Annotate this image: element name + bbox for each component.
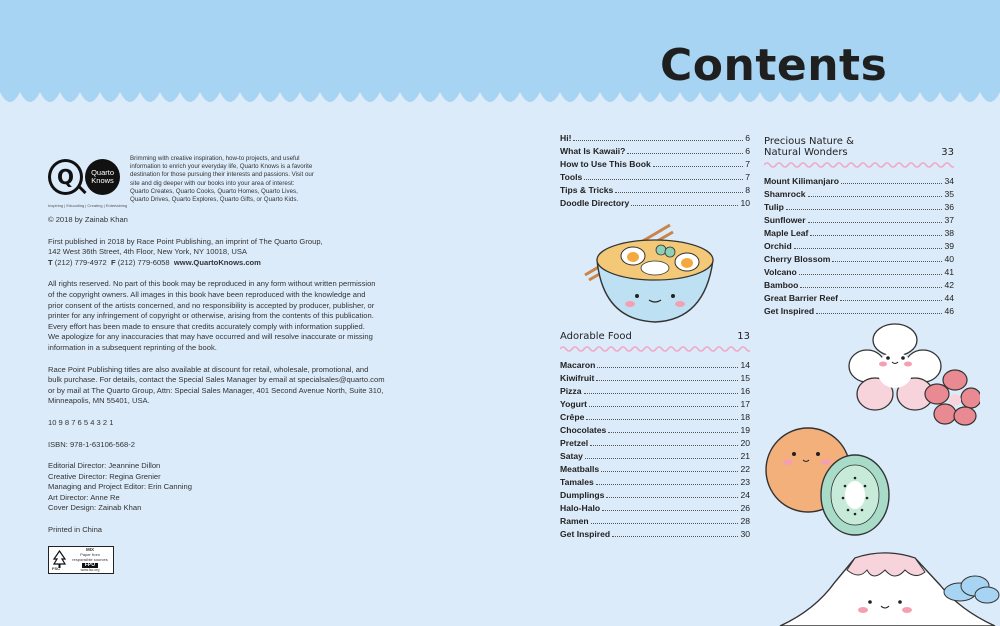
toc-entry-page: 44 <box>944 293 954 303</box>
rights-line: information in a subsequent reprinting of the book. <box>48 342 217 352</box>
toc-entry-label: Maple Leaf <box>764 228 809 238</box>
toc-entry-label: Tamales <box>560 477 594 487</box>
toc-entry[interactable] <box>560 172 750 185</box>
toc-entry-label: Great Barrier Reef <box>764 293 839 303</box>
mountain-illustration <box>775 540 1000 626</box>
toc-entry[interactable] <box>560 490 750 503</box>
fsc-tree-icon <box>52 550 67 570</box>
nature-section-header <box>764 136 954 158</box>
toc-entry-label: Meatballs <box>560 464 600 474</box>
blurb-line: Quarto Creates, Quarto Cooks, Quarto Homes, Quarto Lives, <box>130 187 298 195</box>
logo-name-line1: Quarto <box>91 168 115 177</box>
toc-entry[interactable] <box>560 133 750 146</box>
toc-entry-label: Macaron <box>560 360 596 370</box>
copyright-page <box>48 155 388 574</box>
printed-in: Printed in China <box>48 525 103 535</box>
toc-entry-page: 30 <box>740 529 750 539</box>
toc-entry[interactable] <box>560 425 750 438</box>
toc-leader-dots <box>589 406 738 407</box>
toc-leader-dots <box>841 183 942 184</box>
sales-line: Race Point Publishing titles are also available at discount for retail, wholesale, promotional, and <box>48 364 369 374</box>
wavy-divider <box>764 161 954 169</box>
page-title: Contents <box>660 40 888 91</box>
isbn: ISBN: 978-1-63106-568-2 <box>48 439 135 449</box>
toc-entry-page: 41 <box>944 267 954 277</box>
blurb-line: Quarto Drives, Quarto Explores, Quarto Gifts, or Quarto Kids. <box>130 196 299 204</box>
toc-entry-page: 22 <box>740 464 750 474</box>
toc-leader-dots <box>816 313 942 314</box>
cherry-blossom-illustration <box>845 318 980 428</box>
blurb-line: site and dig deeper with our books into your area of interest: <box>130 179 295 187</box>
toc-entry[interactable] <box>560 438 750 451</box>
toc-entry-page: 7 <box>745 159 750 169</box>
toc-entry-page: 10 <box>740 198 750 208</box>
rights-line: printer for any infringement of copyright or otherwise, arising from the contents of this publication. <box>48 311 374 321</box>
toc-entry[interactable] <box>560 373 750 386</box>
toc-leader-dots <box>597 367 738 368</box>
toc-entry-page: 17 <box>740 399 750 409</box>
publication-info <box>48 237 388 269</box>
toc-leader-dots <box>631 205 738 206</box>
rights-line: of the copyright owners. All images in this book have been reproduced with the knowledge and <box>48 289 366 299</box>
nature-toc-list <box>764 176 954 319</box>
nature-section-heading <box>764 136 854 158</box>
toc-leader-dots <box>596 380 738 381</box>
toc-entry-page: 14 <box>740 360 750 370</box>
logo-row <box>48 155 388 215</box>
toc-entry-page: 19 <box>740 425 750 435</box>
toc-entry-label: What Is Kawaii? <box>560 146 626 156</box>
toc-entry-label: Doodle Directory <box>560 198 630 208</box>
toc-leader-dots <box>591 523 739 524</box>
credit-line: Managing and Project Editor: Erin Canning <box>48 482 192 492</box>
food-section-heading: Adorable Food <box>560 331 632 342</box>
print-line: 10 9 8 7 6 5 4 3 2 1 <box>48 417 114 427</box>
toc-entry-page: 42 <box>944 280 954 290</box>
fsc-logo <box>48 546 114 574</box>
nature-heading-line1: Precious Nature & <box>764 136 854 147</box>
toc-entry[interactable] <box>560 451 750 464</box>
toc-leader-dots <box>799 274 943 275</box>
toc-entry-label: Satay <box>560 451 583 461</box>
toc-leader-dots <box>584 179 743 180</box>
toc-entry[interactable] <box>560 464 750 477</box>
toc-leader-dots <box>590 445 738 446</box>
toc-leader-dots <box>586 419 738 420</box>
toc-leader-dots <box>800 287 942 288</box>
toc-entry-label: Bamboo <box>764 280 799 290</box>
publisher-logo <box>48 155 128 208</box>
rights-line: We apologize for any inaccuracies that may have occurred and will resolve inaccurate or missing <box>48 332 373 342</box>
contact-line <box>48 258 388 269</box>
nature-section <box>764 136 954 319</box>
toc-entry[interactable] <box>560 503 750 516</box>
rights-line: All rights reserved. No part of this book may be reproduced in any form without written permission <box>48 279 376 289</box>
toc-entry-label: How to Use This Book <box>560 159 651 169</box>
fsc-label: FSC <box>52 565 60 571</box>
nature-heading-line2: Natural Wonders <box>764 147 848 158</box>
toc-leader-dots <box>584 393 739 394</box>
toc-leader-dots <box>615 192 743 193</box>
toc-entry-page: 28 <box>740 516 750 526</box>
toc-entry[interactable] <box>560 146 750 159</box>
credit-line: Cover Design: Zainab Khan <box>48 503 142 513</box>
credits <box>48 461 388 514</box>
toc-intro-list <box>560 133 750 211</box>
nature-section-page: 33 <box>941 147 954 158</box>
wavy-divider <box>560 345 750 353</box>
toc-leader-dots <box>794 248 943 249</box>
toc-entry[interactable] <box>764 228 954 241</box>
toc-leader-dots <box>596 484 739 485</box>
toc-entry-page: 46 <box>944 306 954 316</box>
toc-entry-label: Ramen <box>560 516 589 526</box>
toc-entry-page: 39 <box>944 241 954 251</box>
toc-entry-label: Tools <box>560 172 583 182</box>
toc-entry-label: Tulip <box>764 202 784 212</box>
toc-entry-page: 35 <box>944 189 954 199</box>
sales-line: Minneapolis, MN 55401, USA. <box>48 396 150 406</box>
toc-entry-page: 37 <box>944 215 954 225</box>
toc-entry-label: Orchid <box>764 241 792 251</box>
toc-leader-dots <box>585 458 739 459</box>
logo-name-line2: Knows <box>91 176 114 185</box>
sales-line: bulk purchase. For details, contact the Special Sales Manager by email at specialsales@quarto.com <box>48 375 385 385</box>
toc-entry[interactable] <box>560 412 750 425</box>
toc-entry-page: 20 <box>740 438 750 448</box>
toc-entry-label: Pizza <box>560 386 582 396</box>
toc-entry[interactable] <box>560 399 750 412</box>
toc-entry-page: 36 <box>944 202 954 212</box>
credit-line: Editorial Director: Jeannine Dillon <box>48 461 161 471</box>
fsc-line: responsible sources <box>72 556 108 562</box>
fsc-site: www.fsc.org <box>80 567 100 572</box>
sales-line: or by mail at The Quarto Group, Attn: Special Sales Manager, 401 Second Avenue North, Suite 310, <box>48 385 384 395</box>
phone-label: T <box>48 257 53 267</box>
toc-entry[interactable] <box>560 185 750 198</box>
toc-entry-page: 24 <box>740 490 750 500</box>
food-section-header <box>560 331 750 342</box>
toc-entry[interactable] <box>764 215 954 228</box>
phone-number: (212) 779-4972 <box>54 257 107 267</box>
toc-leader-dots <box>653 166 744 167</box>
publisher-blurb <box>130 155 315 204</box>
toc-leader-dots <box>808 196 943 197</box>
toc-entry[interactable] <box>764 176 954 189</box>
fax-number: (212) 779-6058 <box>117 257 170 267</box>
rights-line: Every effort has been made to ensure that credits accurately comply with information supplied. <box>48 321 365 331</box>
toc-entry-label: Halo-Halo <box>560 503 601 513</box>
toc-entry-page: 21 <box>740 451 750 461</box>
toc-leader-dots <box>808 222 943 223</box>
toc-entry-page: 7 <box>745 172 750 182</box>
toc-leader-dots <box>786 209 943 210</box>
toc-entry[interactable] <box>764 254 954 267</box>
food-toc-list <box>560 360 750 542</box>
toc-entry-page: 8 <box>745 185 750 195</box>
toc-entry[interactable] <box>560 529 750 542</box>
sales-paragraph <box>48 365 388 407</box>
toc-entry-page: 16 <box>740 386 750 396</box>
q-letter: Q <box>57 164 75 189</box>
toc-entry-label: Yogurt <box>560 399 588 409</box>
q-logo-icon <box>48 159 83 195</box>
toc-leader-dots <box>608 432 738 433</box>
fax-label: F <box>110 257 116 267</box>
rights-paragraph <box>48 279 388 353</box>
fsc-line: Paper from <box>80 551 100 557</box>
credit-line: Creative Director: Regina Grenier <box>48 471 161 481</box>
food-section <box>560 331 750 542</box>
toc-entry-label: Sunflower <box>764 215 806 225</box>
toc-entry-label: Cherry Blossom <box>764 254 831 264</box>
quarto-knows-badge <box>85 159 120 195</box>
logo-tagline: Inspiring | Educating | Creating | Entertaining <box>48 203 128 208</box>
toc-entry-label: Get Inspired <box>560 529 611 539</box>
fsc-fpo: FPO <box>82 563 98 568</box>
fsc-mix: MIX <box>85 546 94 552</box>
ramen-bowl-illustration <box>575 220 725 325</box>
toc-leader-dots <box>840 300 942 301</box>
toc-entry[interactable] <box>560 198 750 211</box>
toc-entry[interactable] <box>560 477 750 490</box>
toc-entry[interactable] <box>764 293 954 306</box>
toc-entry-page: 6 <box>745 146 750 156</box>
toc-entry[interactable] <box>560 159 750 172</box>
fsc-text <box>70 547 110 573</box>
toc-entry[interactable] <box>764 202 954 215</box>
toc-entry-page: 26 <box>740 503 750 513</box>
toc-leader-dots <box>602 510 738 511</box>
toc-entry-label: Dumplings <box>560 490 605 500</box>
toc-leader-dots <box>606 497 738 498</box>
toc-entry[interactable] <box>764 189 954 202</box>
rights-line: prior consent of the artists concerned, and no responsibility is accepted by producer, publisher, or <box>48 300 375 310</box>
toc-entry-page: 6 <box>745 133 750 143</box>
toc-entry-label: Chocolates <box>560 425 607 435</box>
toc-leader-dots <box>601 471 738 472</box>
blurb-line: information to enrich your everyday life, Quarto Knows is a favorite <box>130 163 313 171</box>
toc-entry-label: Kiwifruit <box>560 373 595 383</box>
copyright-line: © 2018 by Zainab Khan <box>48 215 128 224</box>
kiwi-orange-illustration <box>760 420 895 540</box>
toc-entry[interactable] <box>764 280 954 293</box>
toc-entry-label: Volcano <box>764 267 797 277</box>
toc-entry-label: Mount Kilimanjaro <box>764 176 839 186</box>
toc-entry-label: Shamrock <box>764 189 806 199</box>
blurb-line: Brimming with creative inspiration, how-to projects, and useful <box>130 155 300 162</box>
toc-entry-label: Get Inspired <box>764 306 815 316</box>
toc-entry[interactable] <box>764 241 954 254</box>
toc-entry-label: Crêpe <box>560 412 585 422</box>
toc-entry-page: 15 <box>740 373 750 383</box>
credit-line: Art Director: Anne Re <box>48 492 120 502</box>
toc-leader-dots <box>627 153 743 154</box>
toc-leader-dots <box>573 140 743 141</box>
toc-entry[interactable] <box>560 360 750 373</box>
toc-leader-dots <box>612 536 738 537</box>
publication-line: First published in 2018 by Race Point Publishing, an imprint of The Quarto Group, <box>48 236 323 246</box>
publication-line: 142 West 36th Street, 4th Floor, New York, NY 10018, USA <box>48 247 247 257</box>
toc-entry-label: Tips & Tricks <box>560 185 614 195</box>
toc-entry-label: Hi! <box>560 133 572 143</box>
food-section-page: 13 <box>737 331 750 342</box>
blurb-line: destination for those pursuing their interests and passions. Visit our <box>130 171 314 179</box>
toc-entry[interactable] <box>560 386 750 399</box>
toc-entry-page: 18 <box>740 412 750 422</box>
toc-entry-page: 38 <box>944 228 954 238</box>
toc-entry-page: 40 <box>944 254 954 264</box>
website-link[interactable]: www.QuartoKnows.com <box>173 257 261 267</box>
toc-entry[interactable] <box>764 267 954 280</box>
toc-entry[interactable] <box>560 516 750 529</box>
toc-entry-page: 23 <box>740 477 750 487</box>
toc-leader-dots <box>832 261 942 262</box>
toc-leader-dots <box>810 235 942 236</box>
toc-entry-label: Pretzel <box>560 438 589 448</box>
toc-entry-page: 34 <box>944 176 954 186</box>
